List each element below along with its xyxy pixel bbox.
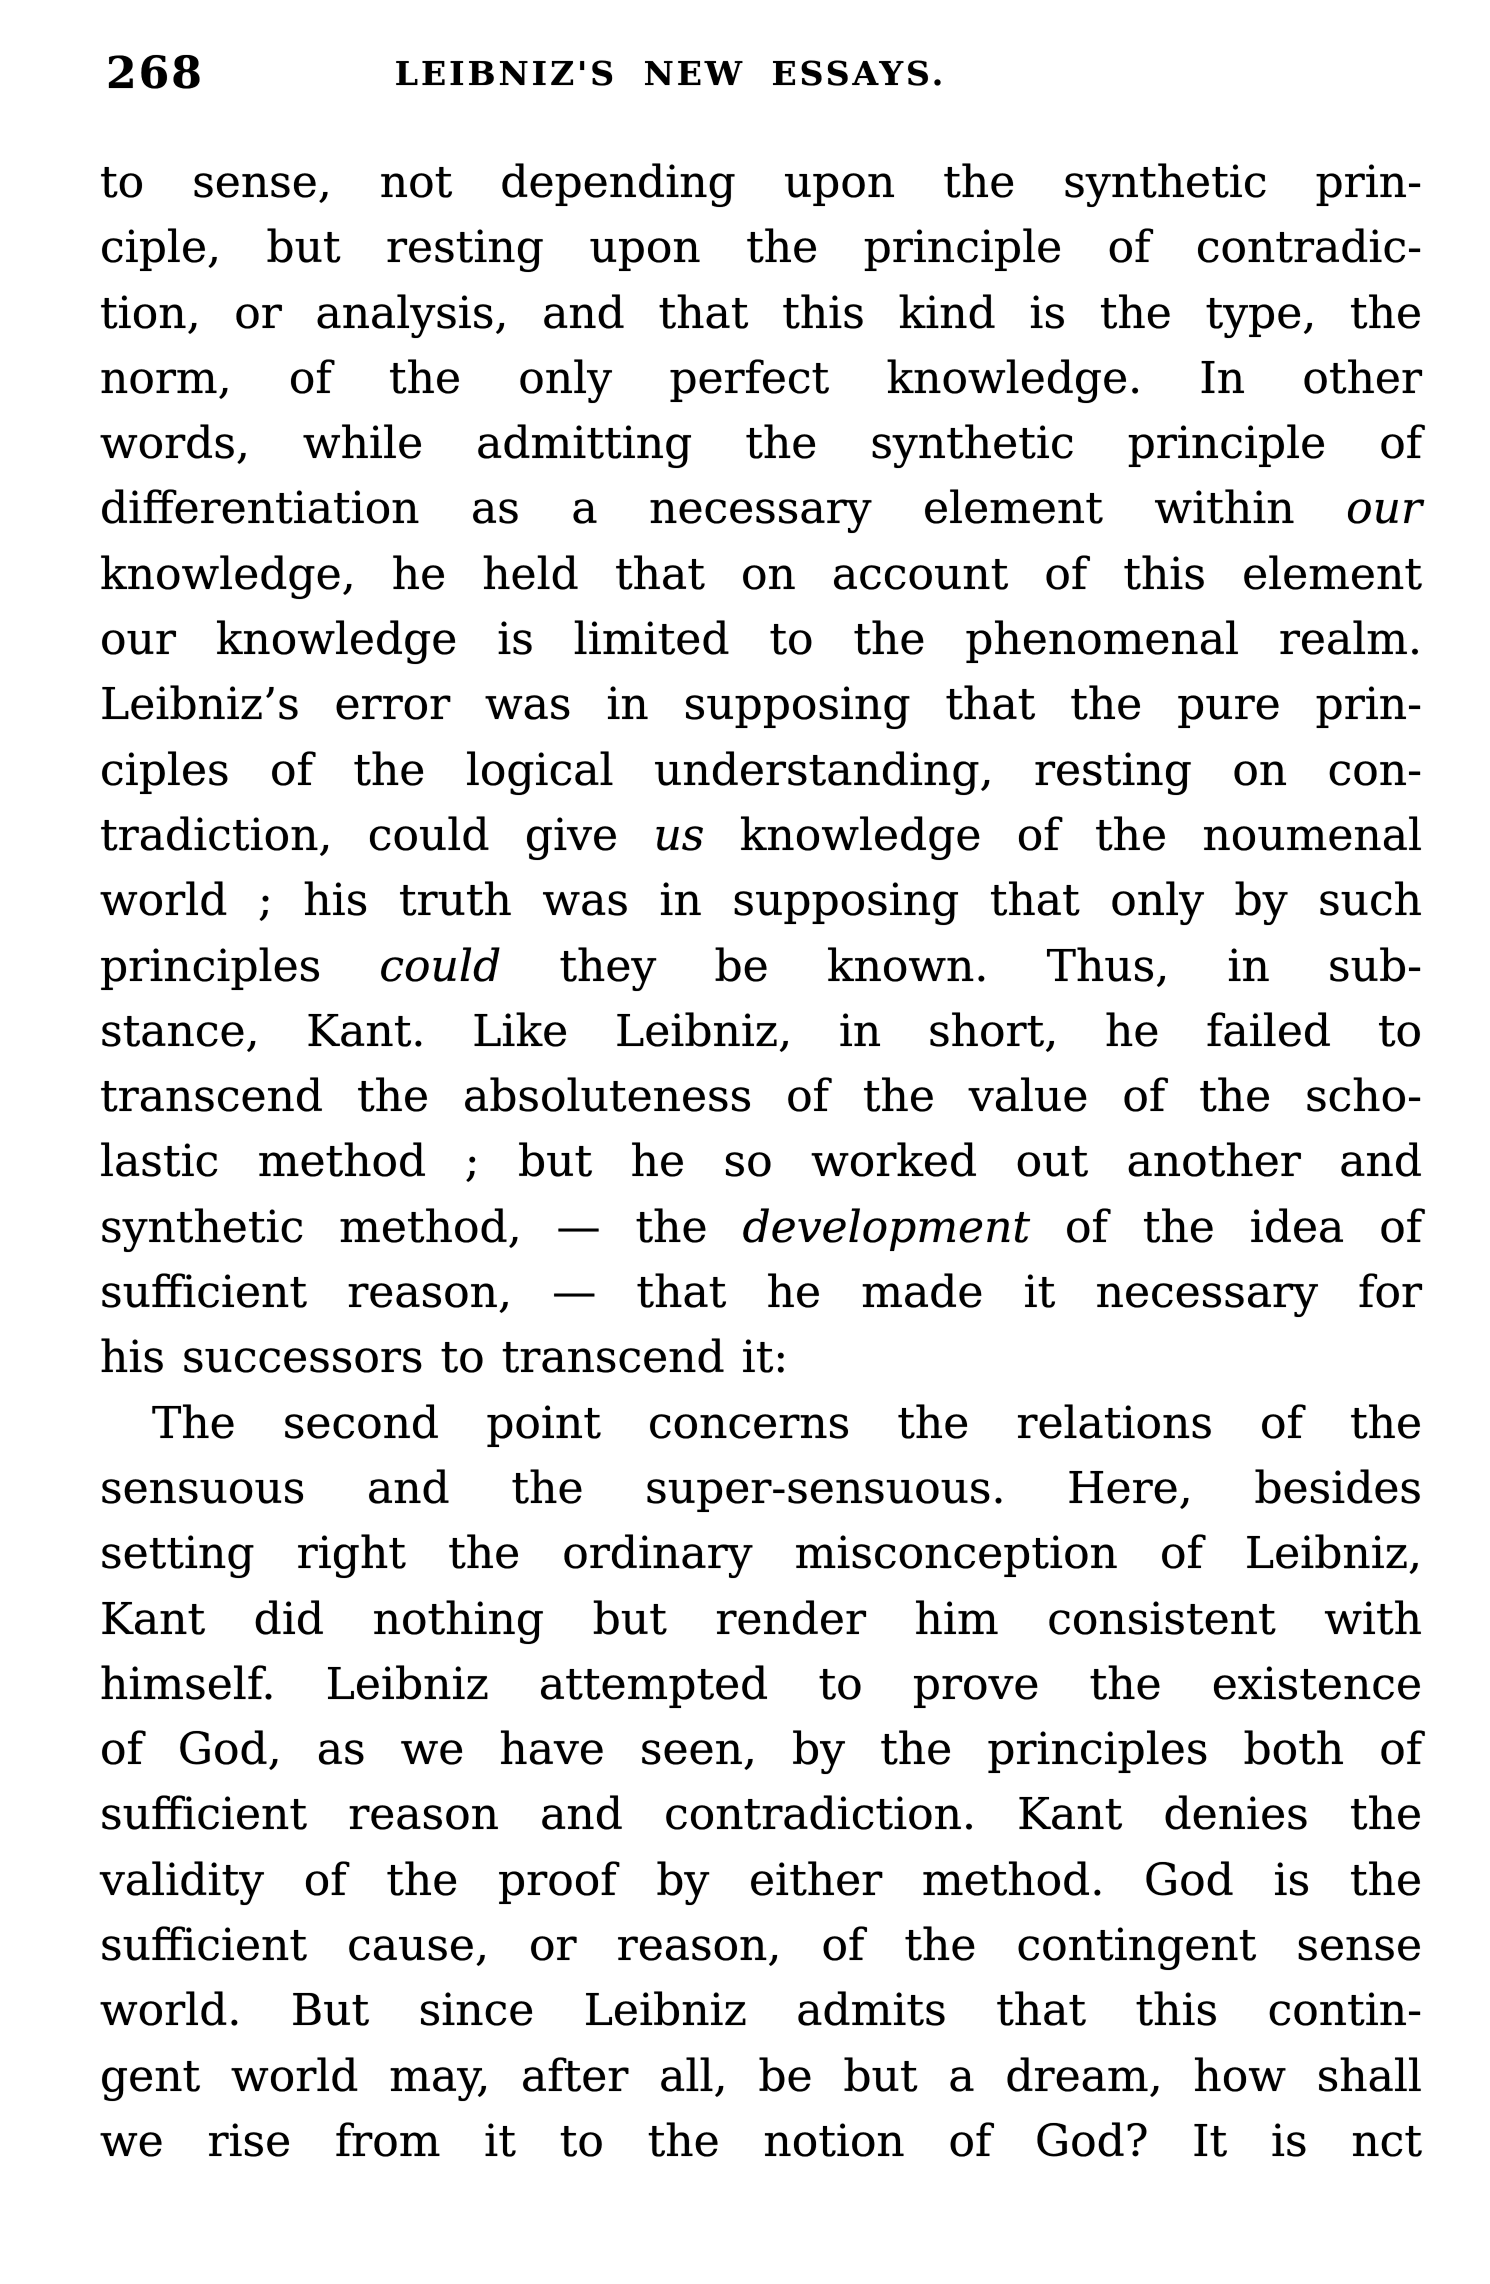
text-segment: we rise from it to the notion of God? It is nct <box>100 2115 1422 2167</box>
text-line <box>100 1587 1422 1652</box>
text-line <box>100 1782 1422 1847</box>
text-segment: principles <box>100 940 380 992</box>
text-line <box>100 1195 1422 1260</box>
text-segment: tradiction, could give <box>100 809 654 861</box>
text-segment: validity of the proof by either method. God is the <box>100 1854 1422 1906</box>
text-line <box>100 1913 1422 1978</box>
text-segment: differentiation as a necessary element within <box>100 483 1347 535</box>
text-line <box>100 411 1422 476</box>
text-line <box>100 1456 1422 1521</box>
text-line <box>100 150 1422 215</box>
text-line <box>100 1325 1422 1390</box>
text-line <box>100 1978 1422 2043</box>
text-segment: sufficient reason, — that he made it necessary for <box>100 1267 1422 1319</box>
text-segment: ciples of the logical understanding, resting on con- <box>100 744 1422 796</box>
text-line <box>100 672 1422 737</box>
text-segment: The second point concerns the relations of the <box>152 1397 1422 1449</box>
text-line <box>100 1652 1422 1717</box>
body-text <box>100 150 1422 2174</box>
text-segment: Leibniz’s error was in supposing that the pure prin- <box>100 679 1422 731</box>
text-line <box>100 542 1422 607</box>
text-segment: himself. Leibniz attempted to prove the existence <box>100 1658 1422 1710</box>
text-segment: sensuous and the super-sensuous. Here, besides <box>100 1462 1422 1514</box>
text-line <box>100 2109 1422 2174</box>
text-line <box>100 1391 1422 1456</box>
text-segment: setting right the ordinary misconception of Leibniz, <box>100 1528 1422 1580</box>
text-line <box>100 1260 1422 1325</box>
text-line <box>100 803 1422 868</box>
text-segment: Kant did nothing but render him consistent with <box>100 1593 1422 1645</box>
text-line <box>100 738 1422 803</box>
text-segment: of God, as we have seen, by the principles both of <box>100 1724 1422 1776</box>
italic-text-segment: could <box>379 940 502 992</box>
text-line <box>100 1717 1422 1782</box>
text-segment: sufficient cause, or reason, of the contingent sense <box>100 1920 1422 1972</box>
text-segment: words, while admitting the synthetic principle of <box>100 418 1422 470</box>
text-segment: knowledge of the noumenal <box>704 809 1423 861</box>
italic-text-segment: us <box>653 809 705 861</box>
text-segment: synthetic method, — the <box>100 1201 743 1253</box>
text-segment: our knowledge is limited to the phenomenal realm. <box>100 614 1422 666</box>
text-line <box>100 1129 1422 1194</box>
text-line <box>100 1521 1422 1586</box>
text-line <box>100 934 1422 999</box>
text-segment: tion, or analysis, and that this kind is the type, the <box>100 287 1422 339</box>
text-segment: norm, of the only perfect knowledge. In other <box>100 352 1422 404</box>
text-segment: world. But since Leibniz admits that this contin- <box>100 1985 1422 2037</box>
text-line <box>100 868 1422 933</box>
text-segment: lastic method ; but he so worked out another and <box>100 1136 1422 1188</box>
text-segment: knowledge, he held that on account of this element <box>100 548 1422 600</box>
text-segment: gent world may, after all, be but a dream, how shall <box>100 2050 1422 2102</box>
text-line <box>100 2044 1422 2109</box>
running-title: LEIBNIZ'S NEW ESSAYS. <box>394 54 947 93</box>
text-segment: stance, Kant. Like Leibniz, in short, he failed to <box>100 1005 1422 1057</box>
page-number: 268 <box>106 48 204 99</box>
italic-text-segment: our <box>1346 483 1422 535</box>
text-segment: sufficient reason and contradiction. Kant denies the <box>100 1789 1422 1841</box>
text-segment: they be known. Thus, in sub- <box>501 940 1422 992</box>
text-segment: to sense, not depending upon the synthetic prin- <box>100 157 1422 208</box>
text-line <box>100 999 1422 1064</box>
text-segment: transcend the absoluteness of the value of the scho- <box>100 1071 1422 1123</box>
text-line <box>100 281 1422 346</box>
text-segment: of the idea of <box>1030 1201 1422 1253</box>
text-line <box>100 346 1422 411</box>
text-line <box>100 1848 1422 1913</box>
running-head <box>0 48 1490 104</box>
text-line <box>100 215 1422 280</box>
text-segment: ciple, but resting upon the principle of contradic- <box>100 222 1422 274</box>
text-line <box>100 607 1422 672</box>
text-segment: world ; his truth was in supposing that only by such <box>100 875 1422 927</box>
italic-text-segment: development <box>742 1201 1031 1253</box>
text-line <box>100 476 1422 541</box>
text-segment: his successors to transcend it: <box>100 1332 789 1384</box>
text-line <box>100 1064 1422 1129</box>
